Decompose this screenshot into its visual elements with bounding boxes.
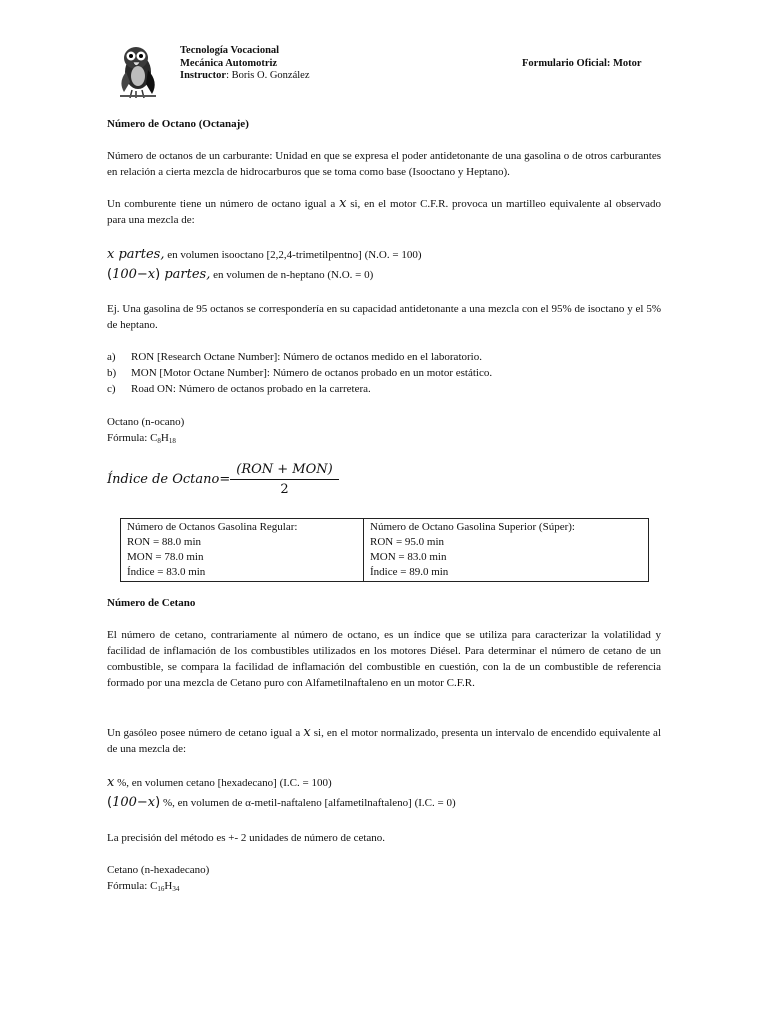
cetane-definition-paragraph: El número de cetano, contrariamente al número de octano, es un índice que se utiliza para caracterizar la volatilidad y facilidad de inflamación de los combustibles utilizados en los motores Diésel. Para determinar el número de cetano de un combustible, se compara la facilidad de inflamación del combustible en cuestión, con la de un combustible de referencia formado por una mezcla de Cetano puro con Alfametilnaftaleno en un motor C.F.R. xyxy=(107,629,661,689)
cetane-precision-note: La precisión del método es +- 2 unidades de número de cetano. xyxy=(107,832,386,844)
octane-index-formula: Índice de Octano= $\frac{\text{(RON + MON)}}{2}$ xyxy=(107,462,339,497)
octane-mix-line-1: x partes, en volumen isooctano [2,2,4-trimetilpentno] (N.O. = 100) xyxy=(107,247,422,262)
gasoline-octane-table xyxy=(120,518,649,582)
cetane-gasoil-paragraph: Un gasóleo posee número de cetano igual a x si, en el motor normalizado, presenta un intervalo de encendido equivalente al de una mezcla de: xyxy=(107,725,661,755)
header-course: Mecánica Automotriz xyxy=(180,57,278,69)
cetane-heading: Número de Cetano xyxy=(107,597,196,609)
header-right xyxy=(522,58,642,71)
cetane-mix-line-1: x %, en volumen cetano [hexadecano] (I.C. = 100) xyxy=(107,775,332,790)
header-school: Tecnología Vocacional xyxy=(180,45,280,56)
table-cell-super: Número de Octano Gasolina Superior (Súper): RON = 95.0 min MON = 83.0 min Índice = 89.0 min xyxy=(364,519,649,582)
cetane-compound-name: Cetano (n-hexadecano) xyxy=(107,864,210,876)
header-form-title: Formulario Oficial: Motor xyxy=(522,58,642,69)
parrot-logo-icon xyxy=(112,42,162,100)
list-item: c) Road ON: Número de octanos probado en la carretera. xyxy=(107,383,371,395)
octane-comburente-paragraph: Un comburente tiene un número de octano igual a x si, en el motor C.F.R. provoca un martilleo equivalente al observado para una mezcla de: xyxy=(107,196,661,226)
octane-ratings-list xyxy=(107,349,667,397)
header-left xyxy=(180,45,309,83)
list-item: a) RON [Research Octane Number]: Número de octanos medido en el laboratorio. xyxy=(107,351,482,363)
header-instructor-label: Instructor xyxy=(180,70,227,81)
list-item: b) MON [Motor Octane Number]: Número de octanos probado en un motor estático. xyxy=(107,367,493,379)
octane-compound-name: Octano (n-ocano) xyxy=(107,416,185,428)
octane-formula: Fórmula: $C_8H_{18}$ xyxy=(107,432,176,445)
cetane-mix-line-2: (100−x) %, en volumen de α-metil-naftaleno [alfametilnaftaleno] (I.C. = 0) xyxy=(107,795,456,810)
cetane-formula: Fórmula: $C_{16}H_{34}$ xyxy=(107,880,180,893)
octane-example-paragraph: Ej. Una gasolina de 95 octanos se correspondería en su capacidad antidetonante a una mezcla con el 95% de isoctano y el 5% de heptano. xyxy=(107,303,661,331)
header-instructor-name: : Boris O. González xyxy=(226,70,310,81)
octane-mix-line-2: (100−x) partes, en volumen de n-heptano (N.O. = 0) xyxy=(107,267,374,282)
octane-definition-paragraph: Número de octanos de un carburante: Unidad en que se expresa el poder antidetonante de una gasolina o de otros carburantes en relación a cierta mezcla de hidrocarburos que se toma como base (Isooctano y Heptano). xyxy=(107,150,661,178)
table-row xyxy=(121,519,649,582)
table-cell-regular: Número de Octanos Gasolina Regular: RON = 88.0 min MON = 78.0 min Índice = 83.0 min xyxy=(121,519,364,582)
octane-heading: Número de Octano (Octanaje) xyxy=(107,118,249,130)
